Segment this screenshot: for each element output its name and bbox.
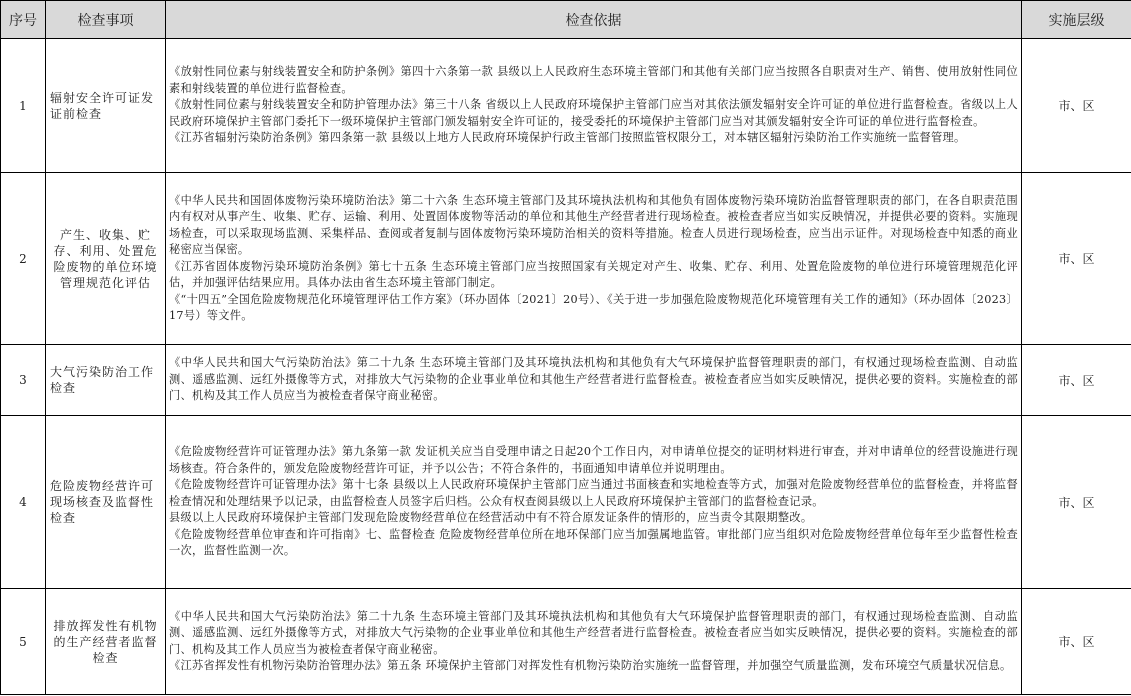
row-item: 产生、收集、贮存、利用、处置危险废物的单位环境管理规范化评估 (46, 173, 166, 345)
header-basis: 检查依据 (166, 1, 1022, 39)
basis-paragraph: 《危险废物经营许可证管理办法》第九条第一款 发证机关应当自受理申请之日起20个工作日内，对申请单位提交的证明材料进行审查，并对申请单位的经营设施进行现场核查。符合条件的，颁发危险废物经营许可证，并予以公告；不符合条件的，书面通知申请单位并说明理由。 (169, 445, 1018, 475)
basis-paragraph: 《放射性同位素与射线装置安全和防护管理办法》第三十八条 省级以上人民政府环境保护主管部门应当对其依法颁发辐射安全许可证的单位进行监督检查。省级以上人民政府环境保护主管部门委托下一级环境保护主管部门颁发辐射安全许可证的，接受委托的环境保护主管部门应当对其颁发辐射安全许可证的单位进行监督检查。 (169, 98, 1018, 128)
row-number: 5 (1, 589, 46, 695)
row-level: 市、区 (1022, 39, 1131, 173)
row-basis (166, 589, 1022, 695)
row-number: 1 (1, 39, 46, 173)
row-basis (166, 416, 1022, 589)
header-no: 序号 (1, 1, 46, 39)
basis-paragraph: 《江苏省辐射污染防治条例》第四条第一款 县级以上地方人民政府环境保护行政主管部门按照监管权限分工，对本辖区辐射污染防治工作实施统一监督管理。 (169, 131, 966, 145)
basis-paragraph: 《中华人民共和国大气污染防治法》第二十九条 生态环境主管部门及其环境执法机构和其他负有大气环境保护监督管理职责的部门，有权通过现场检查监测、自动监测、遥感监测、远红外摄像等方式，对排放大气污染物的企业事业单位和其他生产经营者进行监督检查。被检查者应当如实反映情况，提供必要的资料。实施检查的部门、机构及其工作人员应当为被检查者保守商业秘密。 (169, 609, 1018, 656)
row-basis (166, 173, 1022, 345)
header-row (1, 1, 1131, 39)
row-item: 危险废物经营许可现场核查及监督性检查 (46, 416, 166, 589)
row-level: 市、区 (1022, 345, 1131, 416)
row-basis (166, 345, 1022, 416)
basis-paragraph: 《中华人民共和国大气污染防治法》第二十九条 生态环境主管部门及其环境执法机构和其他负有大气环境保护监督管理职责的部门，有权通过现场检查监测、自动监测、遥感监测、远红外摄像等方式，对排放大气污染物的企业事业单位和其他生产经营者进行监督检查。被检查者应当如实反映情况，提供必要的资料。实施检查的部门、机构及其工作人员应当为被检查者保守商业秘密。 (169, 356, 1018, 403)
row-level: 市、区 (1022, 173, 1131, 345)
table-row (1, 345, 1131, 416)
table-row (1, 589, 1131, 695)
basis-paragraph: 《中华人民共和国固体废物污染环境防治法》第二十六条 生态环境主管部门及其环境执法机构和其他负有固体废物污染环境防治监督管理职责的部门，在各自职责范围内有权对从事产生、收集、贮存、运输、利用、处置固体废物等活动的单位和其他生产经营者进行现场检查。被检查者应当如实反映情况，并提供必要的资料。实施现场检查，可以采取现场监测、采集样品、查阅或者复制与固体废物污染环境防治相关的资料等措施。检查人员进行现场检查，应当出示证件。对现场检查中知悉的商业秘密应当保密。 (169, 193, 1018, 256)
header-level: 实施层级 (1022, 1, 1131, 39)
row-number: 3 (1, 345, 46, 416)
row-item: 排放挥发性有机物的生产经营者监督检查 (46, 589, 166, 695)
row-item: 辐射安全许可证发证前检查 (46, 39, 166, 173)
basis-paragraph: 《放射性同位素与射线装置安全和防护条例》第四十六条第一款 县级以上人民政府生态环境主管部门和其他有关部门应当按照各自职责对生产、销售、使用放射性同位素和射线装置的单位进行监督检查。 (169, 65, 1018, 95)
basis-paragraph: 县级以上人民政府环境保护主管部门发现危险废物经营单位在经营活动中有不符合原发证条件的情形的，应当责令其限期整改。 (169, 511, 813, 525)
table-row (1, 173, 1131, 345)
row-item: 大气污染防治工作检查 (46, 345, 166, 416)
basis-paragraph: 《江苏省固体废物污染环境防治条例》第七十五条 生态环境主管部门应当按照国家有关规定对产生、收集、贮存、利用、处置危险废物的单位进行环境管理规范化评估，并加强评估结果应用。具体办法由省生态环境主管部门制定。 (169, 259, 1018, 289)
header-item: 检查事项 (46, 1, 166, 39)
basis-paragraph: 《危险废物经营许可证管理办法》第十七条 县级以上人民政府环境保护主管部门应当通过书面核查和实地检查等方式，加强对危险废物经营单位的监督检查，并将监督检查情况和处理结果予以记录，由监督检查人员签字后归档。公众有权查阅县级以上人民政府环境保护主管部门的监督检查记录。 (169, 478, 1018, 508)
basis-paragraph: 《江苏省挥发性有机物污染防治管理办法》第五条 环境保护主管部门对挥发性有机物污染防治实施统一监督管理，并加强空气质量监测，发布环境空气质量状况信息。 (169, 659, 1012, 672)
row-basis (166, 39, 1022, 173)
table-row (1, 416, 1131, 589)
basis-paragraph: 《危险废物经营单位审查和许可指南》七、监督检查 危险废物经营单位所在地环保部门应当加强属地监管。审批部门应当组织对危险废物经营单位每年至少监督性检查一次，监督性监测一次。 (169, 527, 1018, 558)
row-level: 市、区 (1022, 589, 1131, 695)
row-number: 4 (1, 416, 46, 589)
row-number: 2 (1, 173, 46, 345)
table-row (1, 39, 1131, 173)
row-level: 市、区 (1022, 416, 1131, 589)
basis-paragraph: 《“十四五”全国危险废物规范化环境管理评估工作方案》（环办固体〔2021〕20号）、《关于进一步加强危险废物规范化环境管理有关工作的通知》（环办固体〔2023〕17号）等文件。 (169, 292, 1018, 322)
